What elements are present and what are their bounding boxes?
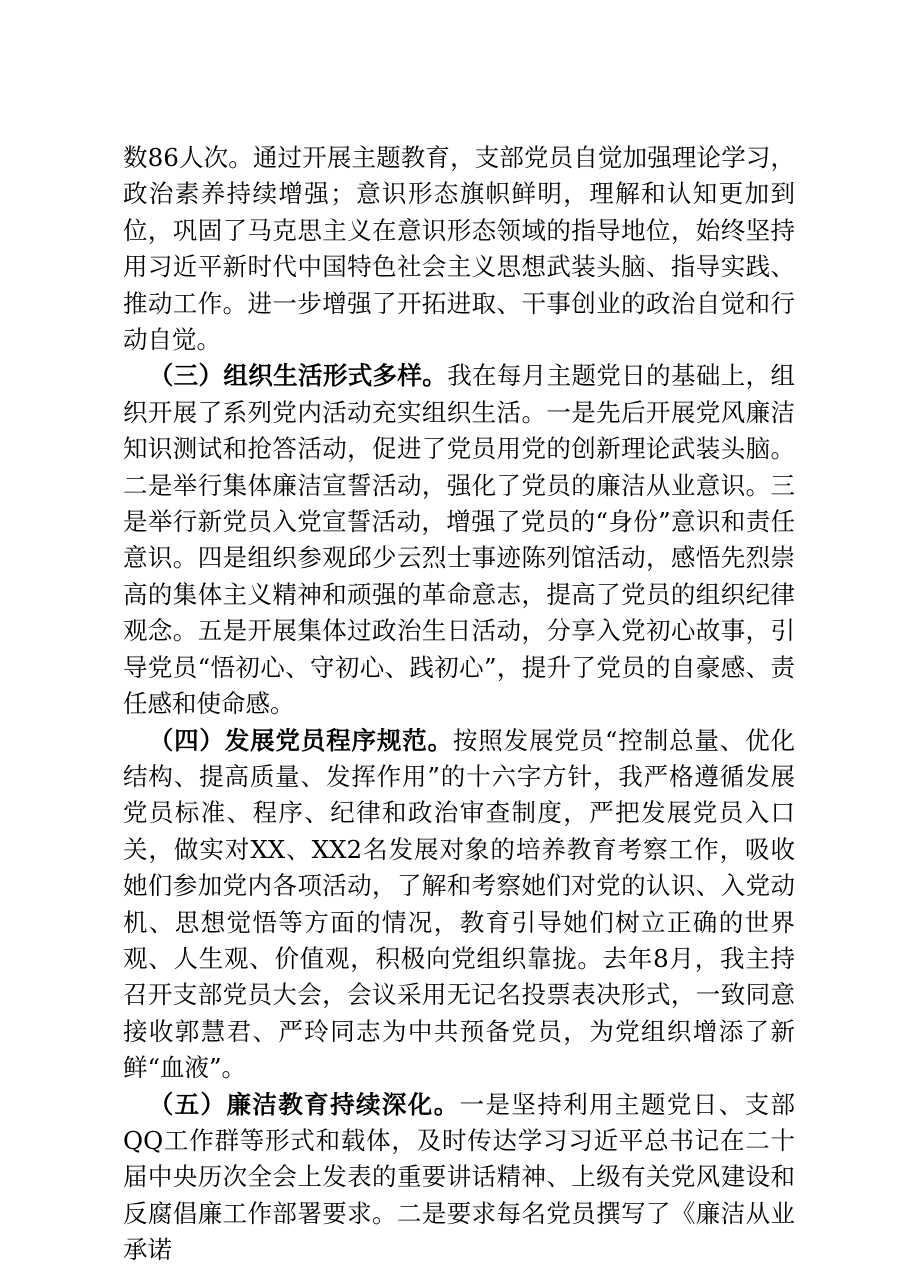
paragraph-member-development <box>123 723 795 1087</box>
paragraph-body: 按照发展党员“控制总量、优化结构、提高质量、发挥作用”的十六字方针，我严格遵循发展党员标准、程序、纪律和政治审查制度，严把发展党员入口关，做实对XX、XX2名发展对象的培养教育考察工作，吸收她们参加党内各项活动，了解和考察她们对党的认识、入党动机、思想觉悟等方面的情况，教育引导她们树立正确的世界观、人生观、价值观，积极向党组织靠拢。去年8月，我主持召开支部党员大会，会议采用无记名投票表决形式，一致同意接收郭慧君、严玲同志为中共预备党员，为党组织增添了新鲜“血液”。 <box>123 725 795 1083</box>
paragraph-integrity-education <box>123 1087 795 1269</box>
paragraph-body: 数86人次。通过开展主题教育，支部党员自觉加强理论学习，政治素养持续增强；意识形态旗帜鲜明，理解和认知更加到位，巩固了马克思主义在意识形态领域的指导地位，始终坚持用习近平新时代中国特色社会主义思想武装头脑、指导实践、推动工作。进一步增强了开拓进取、干事创业的政治自觉和行动自觉。 <box>123 143 795 355</box>
paragraph-heading: （四）发展党员程序规范。 <box>148 725 453 755</box>
paragraph-body: 我在每月主题党日的基础上，组织开展了系列党内活动充实组织生活。一是先后开展党风廉洁知识测试和抢答活动，促进了党员用党的创新理论武装头脑。二是举行集体廉洁宣誓活动，强化了党员的廉洁从业意识。三是举行新党员入党宣誓活动，增强了党员的“身份”意识和责任意识。四是组织参观邱少云烈士事迹陈列馆活动，感悟先烈崇高的集体主义精神和顽强的革命意志，提高了党员的组织纪律观念。五是开展集体过政治生日活动，分享入党初心故事，引导党员“悟初心、守初心、践初心”，提升了党员的自豪感、责任感和使命感。 <box>123 361 796 719</box>
paragraph-heading: （五）廉洁教育持续深化。 <box>148 1089 460 1119</box>
paragraph-continuation <box>123 140 795 358</box>
paragraph-organization-life <box>123 358 795 722</box>
paragraph-body: 一是坚持利用主题党日、支部QQ工作群等形式和载体，及时传达学习习近平总书记在二十届中央历次全会上发表的重要讲话精神、上级有关党风建设和反腐倡廉工作部署要求。二是要求每名党员撰写了《廉洁从业承诺 <box>123 1089 795 1265</box>
document-page <box>123 140 795 1269</box>
paragraph-heading: （三）组织生活形式多样。 <box>148 361 448 391</box>
